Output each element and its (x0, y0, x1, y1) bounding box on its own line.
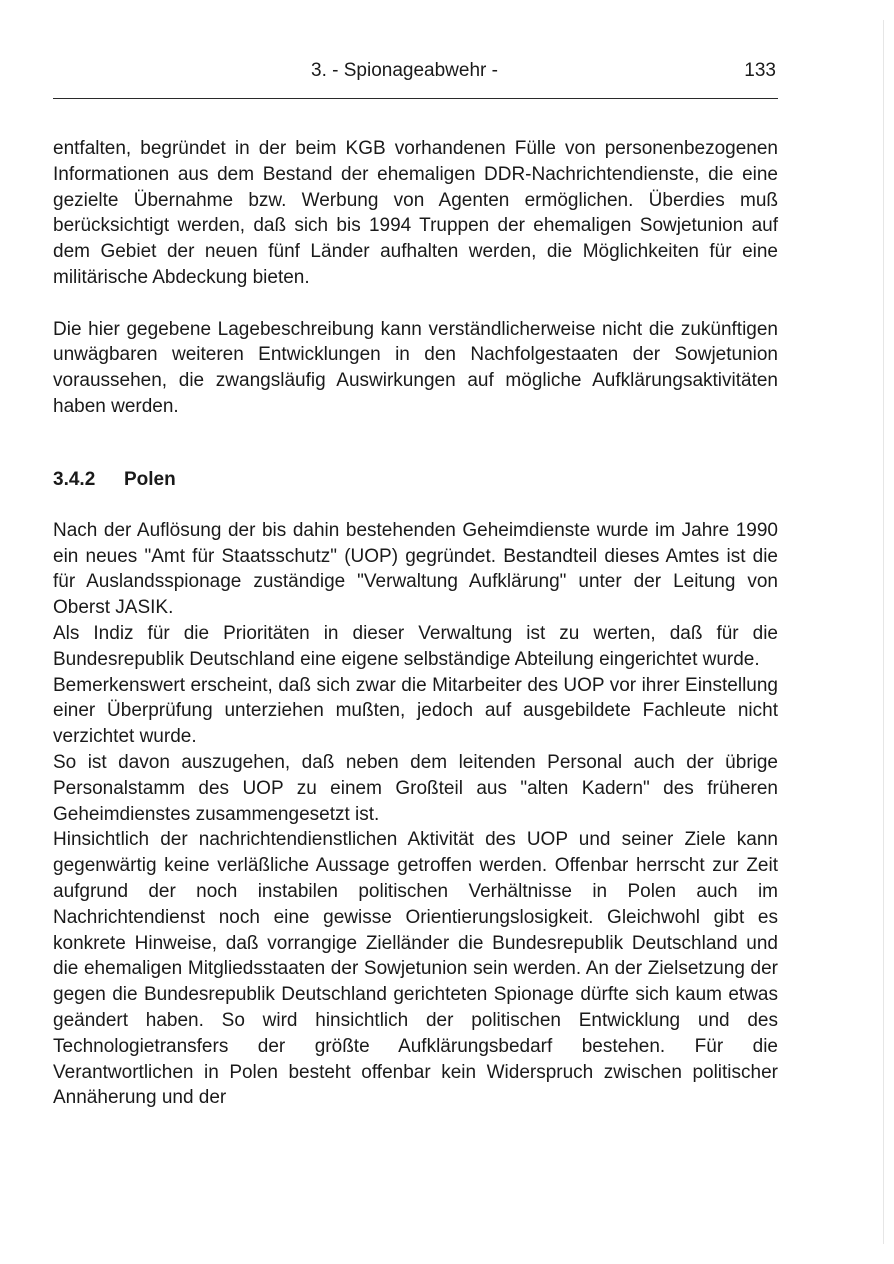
page-number: 133 (744, 60, 776, 81)
section-title: Polen (124, 468, 176, 490)
paragraph-section-3: Bemerkenswert erscheint, daß sich zwar die Mitarbeiter des UOP vor ihrer Einstellung einer Überprüfung unterziehen mußten, jedoch auf ausgebildete Fachleute nicht verzichtet wurde. (53, 674, 778, 748)
section-heading (53, 467, 778, 492)
paragraph-section-2: Als Indiz für die Prioritäten in dieser Verwaltung ist zu werten, daß für die Bundesrepublik Deutschland eine eigene selbständige Abteilung eingerichtet wurde. (53, 622, 778, 670)
paragraph-section-5: Hinsichtlich der nachrichtendienstlichen Aktivität des UOP und seiner Ziele kann gegenwärtig keine verläßliche Aussage getroffen werden. Offenbar herrscht zur Zeit aufgrund der noch instabilen politischen Verhältnisse in Polen auch im Nachrichtendienst noch eine gewisse Orientierungslosigkeit. Gleichwohl gibt es konkrete Hinweise, daß vorrangige Zielländer die Bundesrepublik Deutschland und die ehemaligen Mitgliedsstaaten der Sowjetunion sein werden. An der Zielsetzung der gegen die Bundesrepublik Deutschland gerichteten Spionage dürfte sich kaum etwas geändert haben. So wird hinsichtlich der politischen Entwicklung und des Technologietransfers der größte Aufklärungsbedarf bestehen. Für die Verantwortlichen in Polen besteht offenbar kein Widerspruch zwischen politischer Annäherung und der (53, 829, 778, 1109)
paragraph-section-1: Nach der Auflösung der bis dahin bestehenden Geheimdienste wurde im Jahre 1990 ein neues "Amt für Staatsschutz" (UOP) gegründet. Bestandteil dieses Amtes ist die für Auslandsspionage zuständige "Verwaltung Aufklärung" unter der Leitung von Oberst JASIK. (53, 519, 778, 619)
paragraph-section-4: So ist davon auszugehen, daß neben dem leitenden Personal auch der übrige Personalstamm des UOP zu einem Großteil aus "alten Kadern" des früheren Geheimdienstes zusammengesetzt ist. (53, 751, 778, 825)
paragraph-intro-2: Die hier gegebene Lagebeschreibung kann verständlicherweise nicht die zukünftigen unwägbaren weiteren Entwicklungen in den Nachfolgestaaten der Sowjetunion voraussehen, die zwangsläufig Auswirkungen auf mögliche Aufklärungsaktivitäten haben werden. (53, 318, 778, 417)
body-text (53, 136, 778, 1111)
section-number: 3.4.2 (53, 468, 96, 490)
scan-edge-shadow (883, 20, 884, 1244)
page-header (53, 58, 778, 99)
paragraph-intro-1: entfalten, begründet in der beim KGB vorhandenen Fülle von personenbezogenen Informationen aus dem Bestand der ehemaligen DDR-Nachrichtendienste, die eine gezielte Übernahme bzw. Werbung von Agenten ermöglichen. Überdies muß berücksichtigt werden, daß sich bis 1994 Truppen der ehemaligen Sowjetunion auf dem Gebiet der neuen fünf Länder aufhalten werden, die Möglichkeiten für eine militärische Abdeckung bieten. (53, 138, 778, 288)
running-head: 3. - Spionageabwehr - (311, 60, 498, 81)
